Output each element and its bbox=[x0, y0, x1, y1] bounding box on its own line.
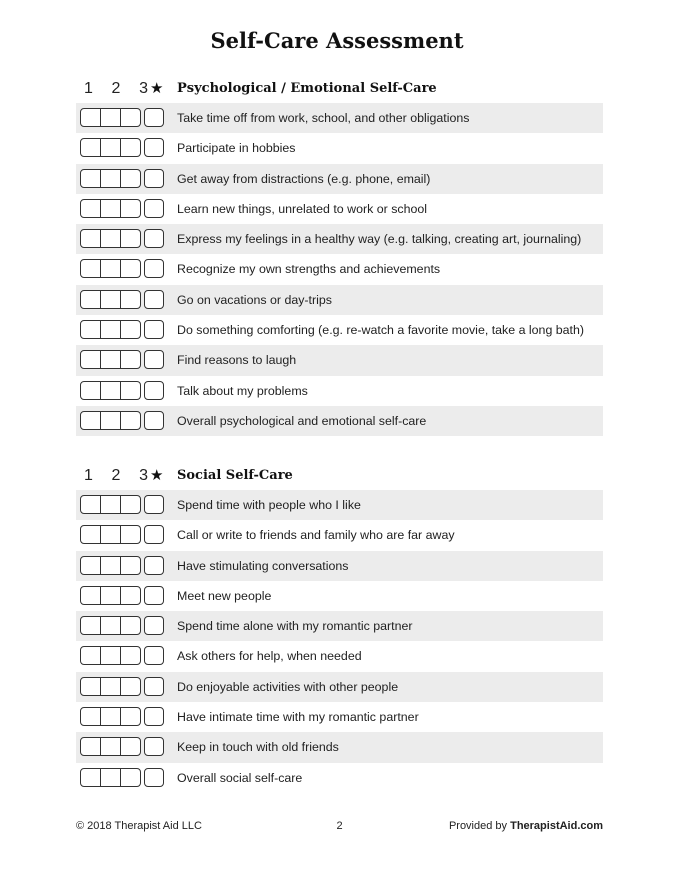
rating-checkbox-3[interactable] bbox=[120, 351, 140, 368]
item-label: Have intimate time with my romantic partner bbox=[177, 710, 419, 725]
rating-checkbox-1[interactable] bbox=[81, 200, 100, 217]
rating-checkbox-3[interactable] bbox=[120, 587, 140, 604]
checklist-row bbox=[76, 164, 603, 194]
star-checkbox[interactable] bbox=[144, 381, 164, 400]
checklist-row bbox=[76, 672, 603, 702]
checklist-row bbox=[76, 490, 603, 520]
rating-checkbox-3[interactable] bbox=[120, 291, 140, 308]
checklist-row bbox=[76, 194, 603, 224]
checklist-row bbox=[76, 520, 603, 550]
rating-checkbox-3[interactable] bbox=[120, 170, 140, 187]
rating-checkbox-2[interactable] bbox=[100, 109, 120, 126]
rating-number-3: 3 bbox=[139, 80, 148, 97]
rating-boxes bbox=[80, 411, 141, 430]
star-checkbox[interactable] bbox=[144, 199, 164, 218]
rating-checkbox-3[interactable] bbox=[120, 200, 140, 217]
rating-checkbox-2[interactable] bbox=[100, 617, 120, 634]
rating-checkbox-3[interactable] bbox=[120, 139, 140, 156]
rating-boxes bbox=[80, 229, 141, 248]
page-footer bbox=[76, 820, 603, 836]
rating-boxes bbox=[80, 495, 141, 514]
rating-checkbox-2[interactable] bbox=[100, 526, 120, 543]
star-checkbox[interactable] bbox=[144, 169, 164, 188]
rating-checkbox-3[interactable] bbox=[120, 557, 140, 574]
star-checkbox[interactable] bbox=[144, 320, 164, 339]
rating-checkbox-1[interactable] bbox=[81, 351, 100, 368]
star-checkbox[interactable] bbox=[144, 411, 164, 430]
item-label: Overall social self-care bbox=[177, 770, 303, 785]
rating-checkbox-1[interactable] bbox=[81, 708, 100, 725]
rating-checkbox-2[interactable] bbox=[100, 708, 120, 725]
rating-scale-numbers bbox=[84, 462, 148, 490]
rating-checkbox-1[interactable] bbox=[81, 291, 100, 308]
star-checkbox[interactable] bbox=[144, 525, 164, 544]
star-icon: ★ bbox=[150, 80, 164, 97]
rating-checkbox-1[interactable] bbox=[81, 769, 100, 786]
star-checkbox[interactable] bbox=[144, 259, 164, 278]
checklist-row bbox=[76, 641, 603, 671]
checklist-row bbox=[76, 345, 603, 375]
star-checkbox[interactable] bbox=[144, 350, 164, 369]
rating-number-2: 2 bbox=[111, 467, 121, 484]
star-checkbox[interactable] bbox=[144, 616, 164, 635]
star-checkbox[interactable] bbox=[144, 768, 164, 787]
rating-checkbox-3[interactable] bbox=[120, 382, 140, 399]
rating-boxes bbox=[80, 138, 141, 157]
checklist-row bbox=[76, 315, 603, 345]
item-label: Do something comforting (e.g. re-watch a favorite movie, take a long bath) bbox=[177, 323, 585, 338]
rating-checkbox-1[interactable] bbox=[81, 382, 100, 399]
rating-checkbox-3[interactable] bbox=[120, 647, 140, 664]
page-number: 2 bbox=[336, 820, 343, 832]
rating-checkbox-2[interactable] bbox=[100, 291, 120, 308]
item-label: Participate in hobbies bbox=[177, 141, 296, 156]
item-label: Talk about my problems bbox=[177, 383, 308, 398]
checklist-row bbox=[76, 376, 603, 406]
rating-checkbox-1[interactable] bbox=[81, 496, 100, 513]
item-label: Spend time alone with my romantic partner bbox=[177, 619, 413, 634]
item-label: Meet new people bbox=[177, 588, 272, 603]
item-label: Have stimulating conversations bbox=[177, 558, 349, 573]
brand-link[interactable]: TherapistAid.com bbox=[510, 820, 603, 832]
rating-checkbox-1[interactable] bbox=[81, 230, 100, 247]
item-label: Ask others for help, when needed bbox=[177, 649, 362, 664]
item-label: Express my feelings in a healthy way (e.g. talking, creating art, journaling) bbox=[177, 232, 582, 247]
rating-boxes bbox=[80, 707, 141, 726]
item-label: Overall psychological and emotional self-care bbox=[177, 413, 427, 428]
rating-checkbox-2[interactable] bbox=[100, 351, 120, 368]
rating-checkbox-3[interactable] bbox=[120, 230, 140, 247]
section-psychological-emotional bbox=[76, 75, 603, 436]
checklist-row bbox=[76, 103, 603, 133]
rating-checkbox-2[interactable] bbox=[100, 260, 120, 277]
rating-checkbox-3[interactable] bbox=[120, 412, 140, 429]
rating-checkbox-2[interactable] bbox=[100, 678, 120, 695]
rating-boxes bbox=[80, 350, 141, 369]
rating-boxes bbox=[80, 616, 141, 635]
rating-boxes bbox=[80, 586, 141, 605]
rating-scale-numbers bbox=[84, 75, 148, 103]
rating-boxes bbox=[80, 108, 141, 127]
item-label: Spend time with people who I like bbox=[177, 498, 361, 512]
rating-checkbox-1[interactable] bbox=[81, 647, 100, 664]
checklist-row bbox=[76, 254, 603, 284]
item-label: Learn new things, unrelated to work or school bbox=[177, 201, 428, 216]
star-checkbox[interactable] bbox=[144, 229, 164, 248]
section-header bbox=[76, 462, 603, 490]
rating-checkbox-2[interactable] bbox=[100, 230, 120, 247]
rating-boxes bbox=[80, 525, 141, 544]
rating-boxes bbox=[80, 320, 141, 339]
star-checkbox[interactable] bbox=[144, 108, 164, 127]
section-header bbox=[76, 75, 603, 103]
star-checkbox[interactable] bbox=[144, 677, 164, 696]
rating-checkbox-1[interactable] bbox=[81, 412, 100, 429]
rating-boxes bbox=[80, 737, 141, 756]
rating-boxes bbox=[80, 768, 141, 787]
rating-checkbox-3[interactable] bbox=[120, 708, 140, 725]
rating-boxes bbox=[80, 556, 141, 575]
checklist-row bbox=[76, 133, 603, 163]
rating-checkbox-3[interactable] bbox=[120, 738, 140, 755]
section-social bbox=[76, 462, 603, 793]
rating-checkbox-2[interactable] bbox=[100, 200, 120, 217]
checklist-row bbox=[76, 224, 603, 254]
rating-checkbox-3[interactable] bbox=[120, 109, 140, 126]
item-label: Do enjoyable activities with other people bbox=[177, 679, 399, 694]
item-label: Take time off from work, school, and other obligations bbox=[177, 111, 470, 125]
item-label: Find reasons to laugh bbox=[177, 353, 297, 368]
rating-checkbox-1[interactable] bbox=[81, 557, 100, 574]
star-checkbox[interactable] bbox=[144, 290, 164, 309]
rating-boxes bbox=[80, 169, 141, 188]
rating-number-2: 2 bbox=[111, 80, 121, 97]
section-title: Social Self-Care bbox=[177, 468, 293, 483]
rating-boxes bbox=[80, 259, 141, 278]
rating-checkbox-1[interactable] bbox=[81, 617, 100, 634]
rating-checkbox-2[interactable] bbox=[100, 139, 120, 156]
rating-checkbox-3[interactable] bbox=[120, 617, 140, 634]
star-checkbox[interactable] bbox=[144, 707, 164, 726]
checklist-row bbox=[76, 732, 603, 762]
rating-checkbox-2[interactable] bbox=[100, 170, 120, 187]
provided-by bbox=[449, 820, 603, 832]
rating-checkbox-2[interactable] bbox=[100, 647, 120, 664]
checklist-row bbox=[76, 581, 603, 611]
provided-by-label: Provided by bbox=[448, 820, 508, 832]
star-checkbox[interactable] bbox=[144, 737, 164, 756]
rating-checkbox-1[interactable] bbox=[81, 260, 100, 277]
checklist-row bbox=[76, 611, 603, 641]
rating-checkbox-1[interactable] bbox=[81, 139, 100, 156]
rating-checkbox-2[interactable] bbox=[100, 321, 120, 338]
rating-checkbox-1[interactable] bbox=[81, 526, 100, 543]
checklist-row bbox=[76, 551, 603, 581]
item-label: Get away from distractions (e.g. phone, email) bbox=[177, 171, 431, 186]
star-checkbox[interactable] bbox=[144, 138, 164, 157]
item-label: Recognize my own strengths and achievements bbox=[177, 262, 441, 277]
rating-checkbox-2[interactable] bbox=[100, 769, 120, 786]
star-icon: ★ bbox=[150, 467, 164, 484]
star-checkbox[interactable] bbox=[144, 646, 164, 665]
checklist-row bbox=[76, 702, 603, 732]
item-label: Keep in touch with old friends bbox=[177, 740, 339, 755]
rating-checkbox-3[interactable] bbox=[120, 260, 140, 277]
rating-checkbox-3[interactable] bbox=[120, 496, 140, 513]
checklist-row bbox=[76, 406, 603, 436]
rating-checkbox-1[interactable] bbox=[81, 109, 100, 126]
rating-checkbox-2[interactable] bbox=[100, 557, 120, 574]
star-checkbox[interactable] bbox=[144, 495, 164, 514]
rating-checkbox-2[interactable] bbox=[100, 496, 120, 513]
checklist-row bbox=[76, 763, 603, 793]
rating-checkbox-2[interactable] bbox=[100, 382, 120, 399]
rating-checkbox-2[interactable] bbox=[100, 587, 120, 604]
rating-checkbox-3[interactable] bbox=[120, 769, 140, 786]
rating-checkbox-1[interactable] bbox=[81, 738, 100, 755]
rating-boxes bbox=[80, 290, 141, 309]
rating-checkbox-2[interactable] bbox=[100, 412, 120, 429]
rating-number-1: 1 bbox=[84, 80, 93, 97]
rating-boxes bbox=[80, 646, 141, 665]
rating-checkbox-1[interactable] bbox=[81, 678, 100, 695]
rating-checkbox-1[interactable] bbox=[81, 321, 100, 338]
page-title: Self-Care Assessment bbox=[210, 28, 464, 53]
checklist-row bbox=[76, 285, 603, 315]
rating-boxes bbox=[80, 199, 141, 218]
section-title: Psychological / Emotional Self-Care bbox=[177, 81, 437, 96]
rating-checkbox-3[interactable] bbox=[120, 321, 140, 338]
rating-checkbox-2[interactable] bbox=[100, 738, 120, 755]
item-label: Call or write to friends and family who are far away bbox=[177, 528, 455, 543]
item-label: Go on vacations or day-trips bbox=[177, 292, 332, 307]
rating-number-1: 1 bbox=[84, 467, 93, 484]
rating-number-3: 3 bbox=[139, 467, 148, 484]
copyright: © 2018 Therapist Aid LLC bbox=[76, 820, 202, 832]
star-checkbox[interactable] bbox=[144, 556, 164, 575]
rating-checkbox-1[interactable] bbox=[81, 587, 100, 604]
rating-checkbox-1[interactable] bbox=[81, 170, 100, 187]
rating-boxes bbox=[80, 677, 141, 696]
rating-checkbox-3[interactable] bbox=[120, 678, 140, 695]
rating-checkbox-3[interactable] bbox=[120, 526, 140, 543]
rating-boxes bbox=[80, 381, 141, 400]
star-checkbox[interactable] bbox=[144, 586, 164, 605]
